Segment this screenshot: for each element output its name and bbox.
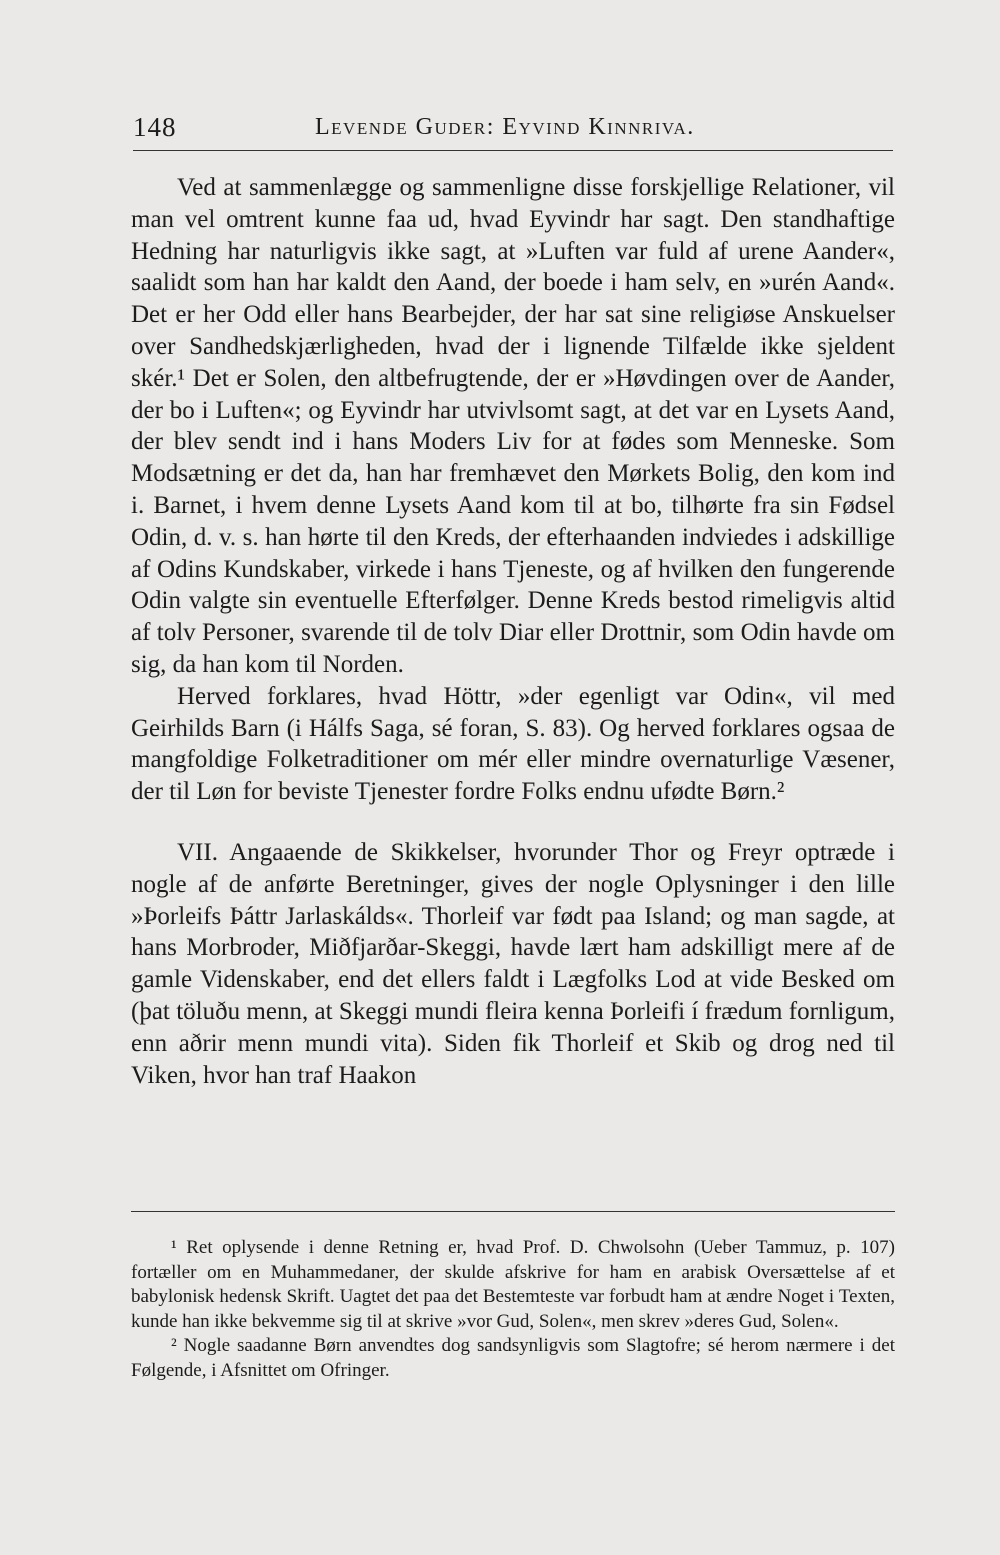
paragraph-3: VII. Angaaende de Skikkelser, hvorunder Thor og Freyr optræde i nogle af de anførte Beretninger, gives der nogle Oplysninger i den lille »Þorleifs Þáttr Jarlaskálds«. Thorleif var født paa Island; og man sagde, at hans Morbroder, Miðfjarðar-Skeggi, havde lært ham adskilligt mere af de gamle Videnskaber, end det ellers faldt i Lægfolks Lod at vide Besked om (þat töluðu menn, at Skeggi mundi fleira kenna Þorleifi í frædum fornligum, enn aðrir menn mundi vita). Siden fik Thorleif et Skib og drog ned til Viken, hvor han traf Haakon <box>131 838 895 1089</box>
main-text <box>131 172 895 1091</box>
header-rule <box>133 150 893 151</box>
footnote-2: ² Nogle saadanne Børn anvendtes dog sandsynligvis som Slagtofre; sé herom nærmere i det Følgende, i Afsnittet om Ofringer. <box>131 1335 895 1381</box>
page-header <box>133 112 893 152</box>
footnotes <box>131 1236 895 1383</box>
footnote-1: ¹ Ret oplysende i denne Retning er, hvad Prof. D. Chwolsohn (Ueber Tammuz, p. 107) fortæller om en Muhammedaner, der skulde afskrive for ham en arabisk Oversættelse af et babylonisk hedensk Skrift. Uagtet det paa det Bestemteste var forbudt ham at ændre Noget i Texten, kunde han ikke bekvemme sig til at skrive »vor Gud, Solen«, men skrev »deres Gud, Solen«. <box>131 1237 895 1332</box>
paragraph-2: Herved forklares, hvad Höttr, »der egenligt var Odin«, vil med Geirhilds Barn (i Hálfs Saga, sé foran, S. 83). Og herved forklares ogsaa de mangfoldige Folketraditioner om mér eller mindre overnaturlige Væsener, der til Løn for beviste Tjenester fordre Folks endnu ufødte Børn.² <box>131 682 895 806</box>
section-gap <box>131 808 895 837</box>
page-number: 148 <box>133 112 177 142</box>
footnote-rule <box>131 1211 895 1212</box>
paragraph-1: Ved at sammenlægge og sammenligne disse forskjellige Relationer, vil man vel omtrent kunne faa ud, hvad Eyvindr har sagt. Den standhaftige Hedning har naturligvis ikke sagt, at »Luften var fuld af urene Aander«, saalidt som han har kaldt den Aand, der boede i ham selv, en »urén Aand«. Det er her Odd eller hans Bearbejder, der har sat sine religiøse Anskuelser over Sandhedskjærligheden, hvad der i lignende Tilfælde ikke sjeldent skér.¹ Det er Solen, den altbefrugtende, der er »Høvdingen over de Aander, der bo i Luften«; og Eyvindr har utvivlsomt sagt, at det var en Lysets Aand, der blev sendt ind i hans Moders Liv for at fødes som Menneske. Som Modsætning er det da, han har fremhævet den Mørkets Bolig, den kom ind i. Barnet, i hvem denne Lysets Aand kom til at bo, tilhørte fra sin Fødsel Odin, d. v. s. han hørte til den Kreds, der efterhaanden indviedes i adskillige af Odins Kundskaber, virkede i hans Tjeneste, og af hvilken den fungerende Odin valgte sin eventuelle Efterfølger. Denne Kreds bestod rimeligvis altid af tolv Personer, svarende til de tolv Diar eller Drottnir, som Odin havde om sig, da han kom til Norden. <box>131 174 895 678</box>
running-head: Levende Guder: Eyvind Kinnriva. <box>315 114 695 140</box>
